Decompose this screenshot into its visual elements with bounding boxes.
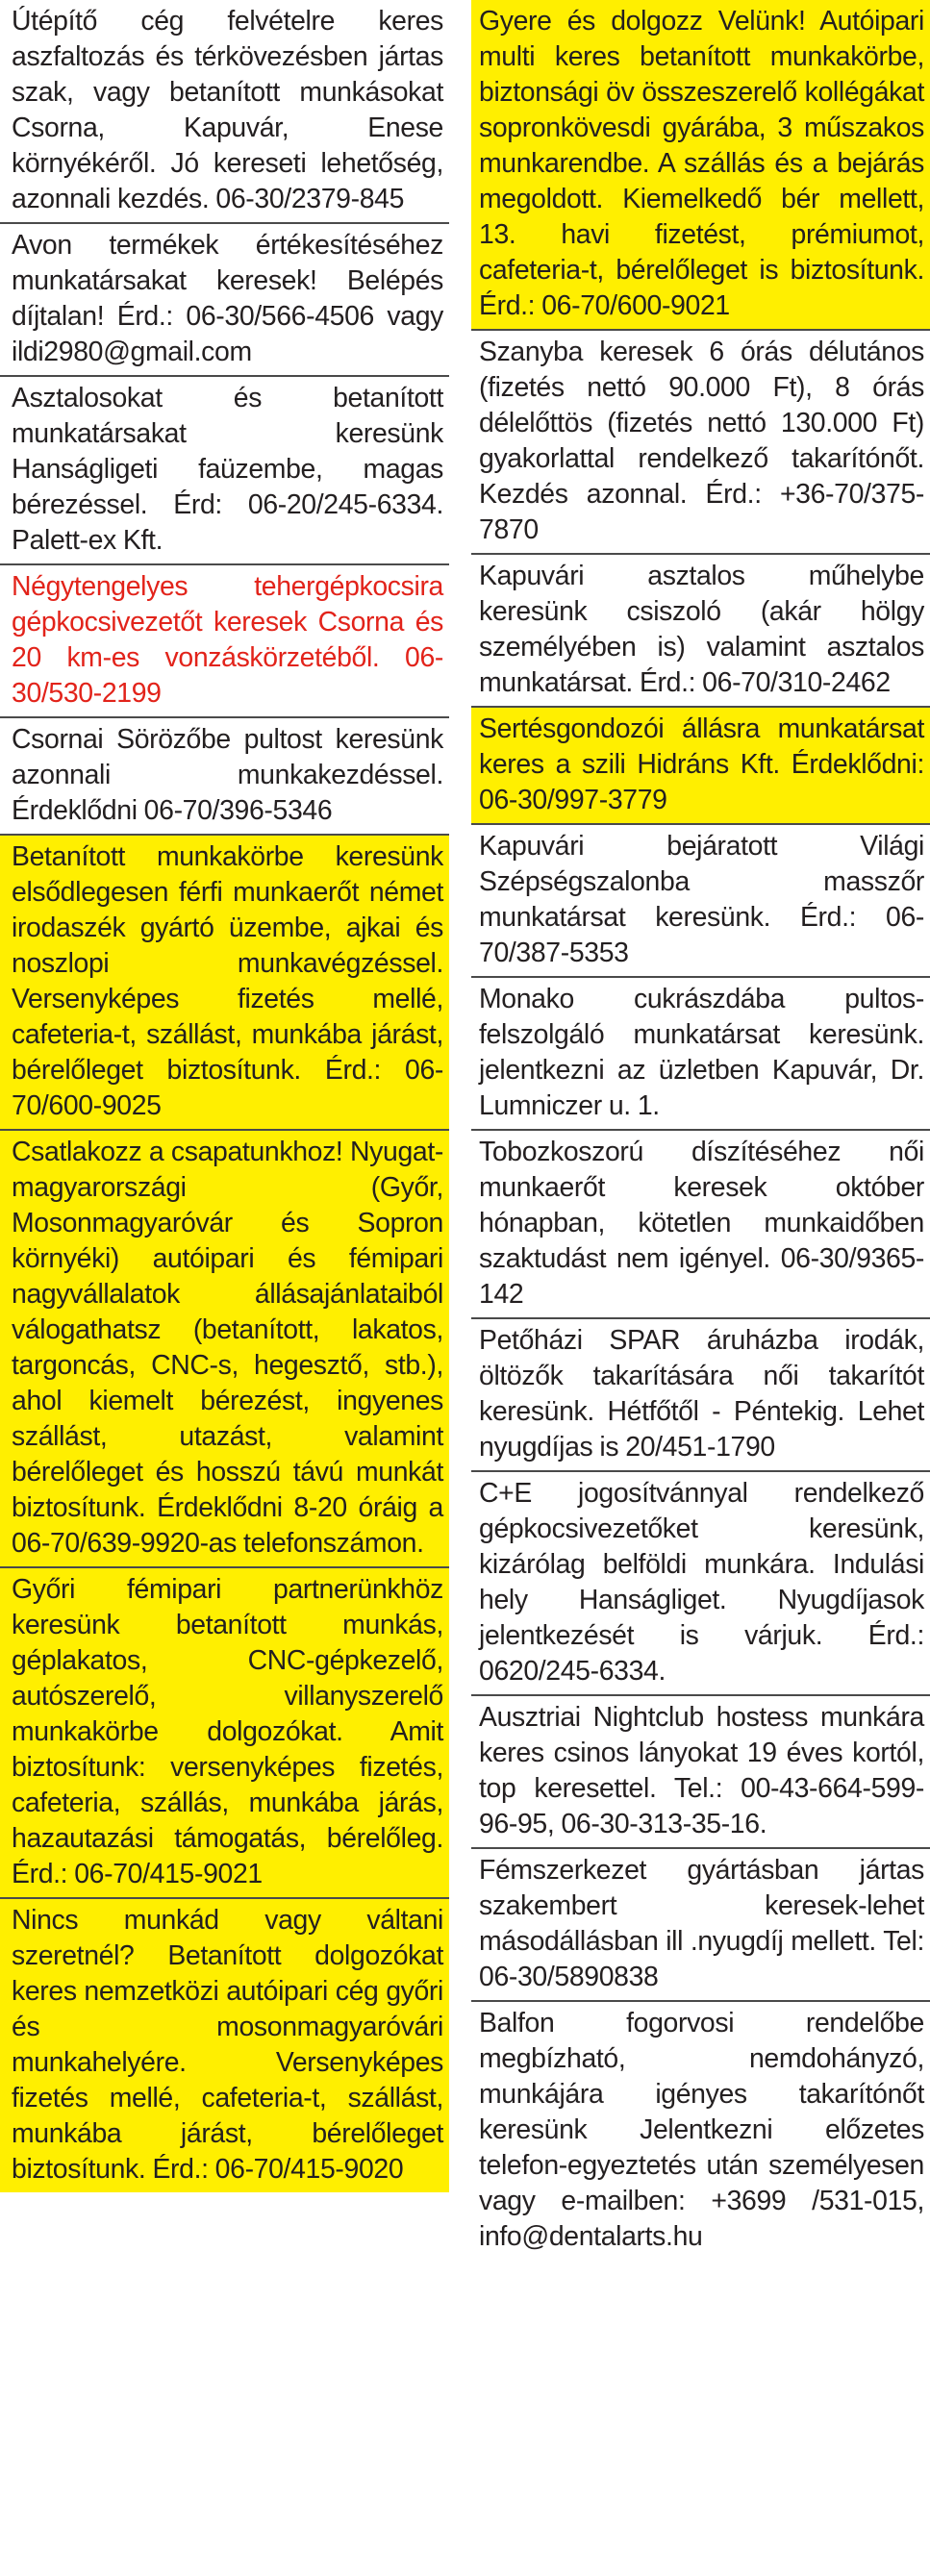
ad-item: Monako cukrászdába pultos-felszolgáló munkatársat keresünk. jelentkezni az üzletben Kapuvár, Dr. Lumniczer u. 1. [471, 978, 930, 1131]
ad-item-highlighted: Győri fémipari partnerünkhöz keresünk betanított munkás, géplakatos, CNC-gépkezelő, autószerelő, villanyszerelő munkakörbe dolgozókat. Amit biztosítunk: versenyképes fizetés, cafeteria, szállás, munkába járás, hazautazási támogatás, bérelőleg. Érd.: 06-70/415-9021 [0, 1568, 449, 1899]
ad-item-red: Négytengelyes tehergépkocsira gépkocsivezetőt keresek Csorna és 20 km-es vonzáskörzetéből. 06-30/530-2199 [0, 565, 449, 718]
ad-item: C+E jogosítvánnyal rendelkező gépkocsivezetőket keresünk, kizárólag belföldi munkára. Indulási hely Hanságliget. Nyugdíjasok jelentkezését is várjuk. Érd.: 0620/245-6334. [471, 1472, 930, 1696]
right-column [471, 0, 930, 2260]
ad-item: Avon termékek értékesítéséhez munkatársakat keresek! Belépés díjtalan! Érd.: 06-30/566-4506 vagy ildi2980@gmail.com [0, 224, 449, 377]
left-column [0, 0, 449, 2192]
ad-item: Fémszerkezet gyártásban jártas szakembert keresek-lehet másodállásban ill .nyugdíj mellett. Tel: 06-30/5890838 [471, 1849, 930, 2002]
ad-item: Petőházi SPAR áruházba irodák, öltözők takarítására női takarítót keresünk. Hétfőtől - Péntekig. Lehet nyugdíjas is 20/451-1790 [471, 1319, 930, 1472]
ad-item-highlighted: Sertésgondozói állásra munkatársat keres a szili Hidráns Kft. Érdeklődni: 06-30/997-3779 [471, 708, 930, 825]
ad-item: Szanyba keresek 6 órás délutános (fizetés nettó 90.000 Ft), 8 órás délelőttös (fizetés nettó 130.000 Ft) gyakorlattal rendelkező takarítónőt. Kezdés azonnal. Érd.: +36-70/375-7870 [471, 331, 930, 555]
ad-item: Ausztriai Nightclub hostess munkára keres csinos lányokat 19 éves kortól, top keresettel. Tel.: 00-43-664-599-96-95, 06-30-313-35-16. [471, 1696, 930, 1849]
ad-item: Kapuvári asztalos műhelybe keresünk csiszoló (akár hölgy személyében is) valamint asztalos munkatársat. Érd.: 06-70/310-2462 [471, 555, 930, 708]
ad-item-highlighted: Gyere és dolgozz Velünk! Autóipari multi keres betanított munkakörbe, biztonsági öv összeszerelő kollégákat sopronkövesdi gyárába, 3 műszakos munkarendbe. A szállás és a bejárás megoldott. Kiemelkedő bér mellett, 13. havi fizetést, prémiumot, cafeteria-t, bérelőleget is biztosítunk. Érd.: 06-70/600-9021 [471, 0, 930, 331]
ad-item: Asztalosokat és betanított munkatársakat keresünk Hanságligeti faüzembe, magas bérezéssel. Érd: 06-20/245-6334. Palett-ex Kft. [0, 377, 449, 565]
ad-item-highlighted: Csatlakozz a csapatunkhoz! Nyugat-magyarországi (Győr, Mosonmagyaróvár és Sopron környéki) autóipari és fémipari nagyvállalatok állásajánlataiból válogathatsz (betanított, lakatos, targoncás, CNC-s, hegesztő, stb.), ahol kiemelt bérezést, ingyenes szállást, utazást, valamint bérelőleget és hosszú távú munkát biztosítunk. Érdeklődni 8-20 óráig a 06-70/639-9920-as telefonszámon. [0, 1131, 449, 1568]
ad-item: Kapuvári bejáratott Világi Szépségszalonba masszőr munkatársat keresünk. Érd.: 06-70/387-5353 [471, 825, 930, 978]
ad-item-highlighted: Betanított munkakörbe keresünk elsődlegesen férfi munkaerőt német irodaszék gyártó üzembe, ajkai és noszlopi munkavégzéssel. Versenyképes fizetés mellé, cafeteria-t, szállást, munkába járást, bérelőleget biztosítunk. Érd.: 06-70/600-9025 [0, 836, 449, 1131]
ad-item-highlighted: Nincs munkád vagy váltani szeretnél? Betanított dolgozókat keres nemzetközi autóipari cég győri és mosonmagyaróvári munkahelyére. Versenyképes fizetés mellé, cafeteria-t, szállást, munkába járást, bérelőleget biztosítunk. Érd.: 06-70/415-9020 [0, 1899, 449, 2192]
ad-item: Csornai Sörözőbe pultost keresünk azonnali munkakezdéssel. Érdeklődni 06-70/396-5346 [0, 718, 449, 836]
ad-item: Útépítő cég felvételre keres aszfaltozás és térkövezésben jártas szak, vagy betanított munkásokat Csorna, Kapuvár, Enese környékéről. Jó kereseti lehetőség, azonnali kezdés. 06-30/2379-845 [0, 0, 449, 224]
ad-item: Tobozkoszorú díszítéséhez női munkaerőt keresek október hónapban, kötetlen munkaidőben szaktudást nem igényel. 06-30/9365-142 [471, 1131, 930, 1319]
ad-item: Balfon fogorvosi rendelőbe megbízható, nemdohányzó, munkájára igényes takarítónőt keresünk Jelentkezni előzetes telefon-egyeztetés után személyesen vagy e-mailben: +3699 /531-015, info@dentalarts.hu [479, 2008, 924, 2252]
